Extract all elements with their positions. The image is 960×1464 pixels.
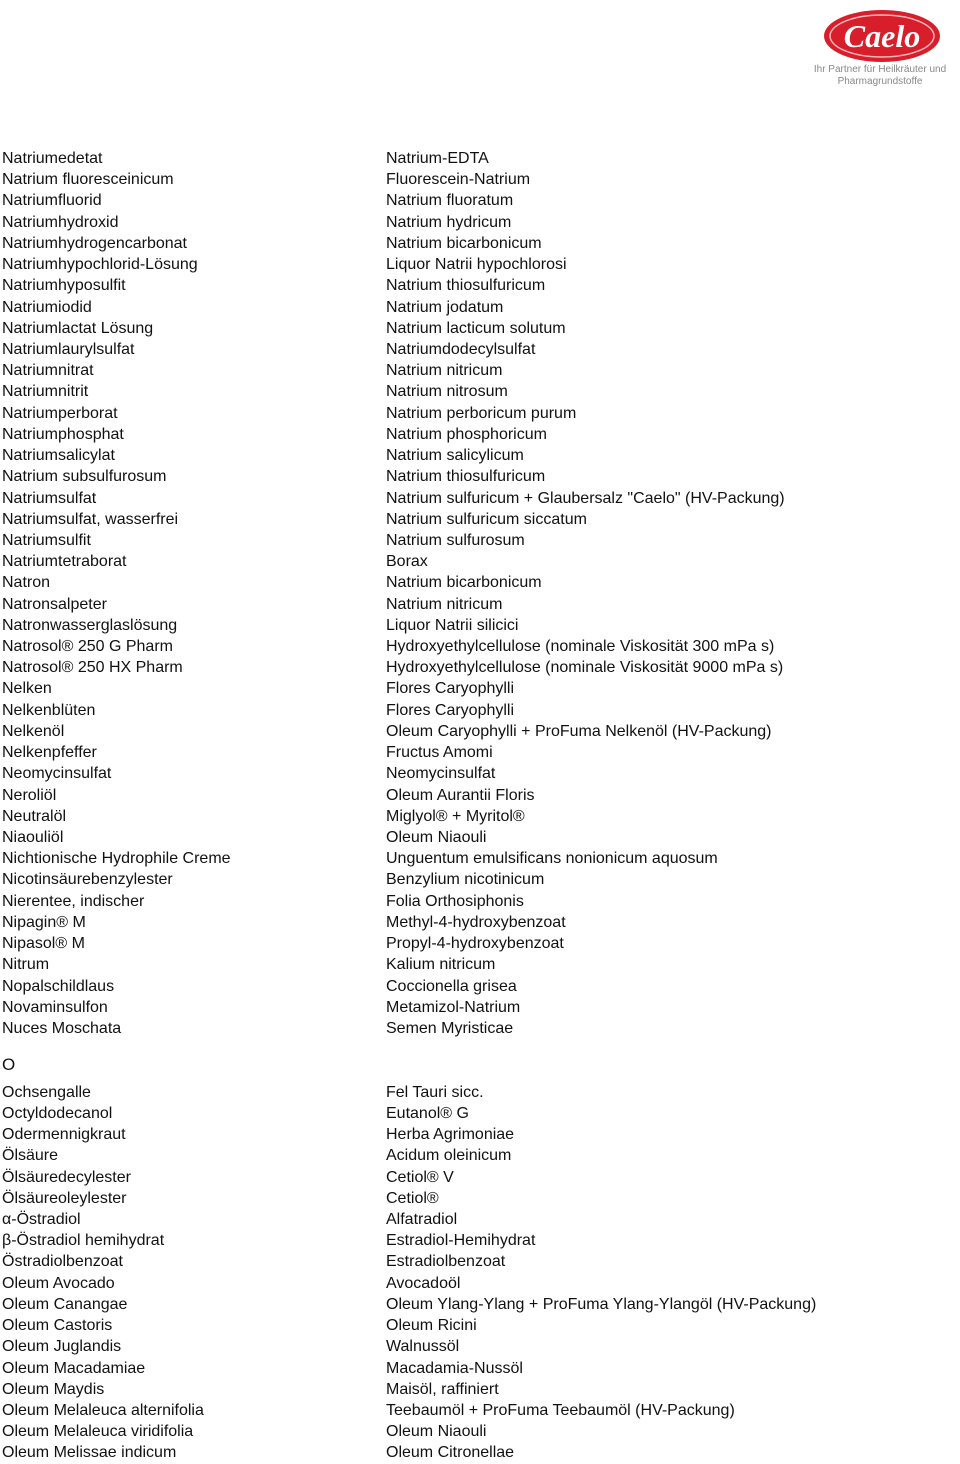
row-name: Oleum Melaleuca alternifolia (2, 1401, 204, 1419)
list-row (2, 254, 952, 275)
row-synonym: Fel Tauri sicc. (386, 1083, 484, 1101)
section-o (2, 1082, 952, 1464)
row-name: Ochsengalle (2, 1083, 91, 1101)
row-synonym: Cetiol® V (386, 1168, 454, 1186)
list-row (2, 1315, 952, 1336)
logo-tagline-line2: Pharmagrundstoffe (837, 76, 923, 87)
row-name: Oleum Canangae (2, 1295, 128, 1313)
list-row (2, 275, 952, 296)
row-synonym: Cetiol® (386, 1189, 439, 1207)
row-name: Neroliöl (2, 786, 57, 804)
row-synonym: Benzylium nicotinicum (386, 871, 545, 889)
row-name: Nipagin® M (2, 913, 86, 931)
logo-wordmark: Caelo (843, 18, 921, 54)
list-row (2, 1400, 952, 1421)
row-name: Ölsäureoleylester (2, 1189, 127, 1207)
row-synonym: Hydroxyethylcellulose (nominale Viskosität 300 mPa s) (386, 638, 775, 656)
list-row (2, 997, 952, 1018)
list-row (2, 700, 952, 721)
row-name: Natronsalpeter (2, 595, 107, 613)
row-name: Natriumfluorid (2, 192, 102, 210)
list-row (2, 912, 952, 933)
list-row (2, 1145, 952, 1166)
row-name: Nichtionische Hydrophile Creme (2, 850, 231, 868)
row-synonym: Alfatradiol (386, 1211, 458, 1228)
list-row (2, 785, 952, 806)
row-synonym: Oleum Caryophylli + ProFuma Nelkenöl (HV-Packung) (386, 722, 772, 740)
list-row (2, 636, 952, 657)
list-row (2, 509, 952, 530)
row-name: Ölsäure (2, 1147, 59, 1165)
list-row (2, 1188, 952, 1209)
list-row (2, 530, 952, 551)
row-synonym: Natrium sulfuricum + Glaubersalz "Caelo" (HV-Packung) (386, 489, 785, 507)
row-synonym: Neomycinsulfat (386, 765, 496, 783)
row-name: Natriumhyposulfit (2, 277, 126, 295)
list-row (2, 1230, 952, 1251)
list-row (2, 891, 952, 912)
row-name: Natriumtetraborat (2, 553, 127, 571)
row-synonym: Natrium fluoratum (386, 192, 514, 210)
list-row (2, 466, 952, 487)
section-letter-heading: O (2, 1055, 16, 1075)
row-synonym: Natrium perboricum purum (386, 404, 577, 422)
row-name: Nierentee, indischer (2, 892, 145, 910)
synonym-list (2, 148, 952, 1464)
list-row (2, 1018, 952, 1039)
list-row (2, 954, 952, 975)
row-synonym: Hydroxyethylcellulose (nominale Viskosität 9000 mPa s) (386, 659, 784, 677)
list-row (2, 1273, 952, 1294)
row-synonym: Fluorescein-Natrium (386, 171, 531, 189)
row-name: Natriumsulfit (2, 531, 91, 549)
row-name: Natrium fluoresceinicum (2, 171, 174, 189)
row-synonym: Walnussöl (386, 1338, 460, 1356)
list-row (2, 742, 952, 763)
row-synonym: Teebaumöl + ProFuma Teebaumöl (HV-Packung) (386, 1401, 735, 1419)
row-name: Natron (2, 574, 51, 592)
row-synonym: Natrium sulfurosum (386, 531, 525, 549)
list-row (2, 933, 952, 954)
list-row (2, 721, 952, 742)
list-row (2, 848, 952, 869)
list-row (2, 763, 952, 784)
list-row (2, 318, 952, 339)
row-synonym: Flores Caryophylli (386, 701, 515, 719)
row-name: Nicotinsäurebenzylester (2, 871, 173, 889)
row-name: Natriumperborat (2, 404, 118, 422)
row-name: Odermennigkraut (2, 1126, 126, 1144)
list-row (2, 827, 952, 848)
row-synonym: Natrium nitrosum (386, 383, 508, 401)
list-row (2, 572, 952, 593)
row-name: Nopalschildlaus (2, 977, 115, 995)
row-synonym: Semen Myristicae (386, 1019, 514, 1037)
row-synonym: Oleum Ricini (386, 1317, 477, 1335)
row-name: Oleum Melissae indicum (2, 1444, 177, 1462)
row-synonym: Maisöl, raffiniert (386, 1380, 499, 1398)
list-row (2, 657, 952, 678)
row-synonym: Liquor Natrii silicici (386, 616, 519, 634)
list-row (2, 1209, 952, 1230)
row-synonym: Oleum Citronellae (386, 1444, 515, 1462)
list-row (2, 1336, 952, 1357)
row-synonym: Oleum Niaouli (386, 1423, 487, 1441)
row-synonym: Natrium sulfuricum siccatum (386, 510, 587, 528)
list-row (2, 594, 952, 615)
row-name: Octyldodecanol (2, 1104, 113, 1122)
row-name: Niaouliöl (2, 829, 64, 846)
row-synonym: Oleum Ylang-Ylang + ProFuma Ylang-Ylangöl (HV-Packung) (386, 1295, 817, 1313)
list-row (2, 424, 952, 445)
row-synonym: Miglyol® + Myritol® (386, 807, 525, 825)
row-synonym: Coccionella grisea (386, 977, 517, 995)
list-row (2, 1379, 952, 1400)
row-name: Nelken (2, 680, 52, 698)
list-row (2, 233, 952, 254)
list-row (2, 488, 952, 509)
row-name: Natriumsulfat (2, 489, 97, 507)
row-synonym: Acidum oleinicum (386, 1147, 512, 1165)
row-name: Nelkenblüten (2, 701, 96, 719)
row-name: Nuces Moschata (2, 1019, 122, 1037)
row-name: Natrium subsulfurosum (2, 468, 167, 486)
row-synonym: Natrium lacticum solutum (386, 319, 566, 337)
row-name: α-Östradiol (2, 1211, 81, 1228)
row-name: Neomycinsulfat (2, 765, 112, 783)
row-name: Oleum Macadamiae (2, 1359, 146, 1377)
section-n (2, 148, 952, 1039)
row-synonym: Flores Caryophylli (386, 680, 515, 698)
row-synonym: Natrium jodatum (386, 298, 504, 316)
row-synonym: Borax (386, 553, 428, 571)
row-synonym: Kalium nitricum (386, 956, 496, 974)
row-synonym: Natrium salicylicum (386, 447, 524, 465)
row-synonym: Estradiolbenzoat (386, 1253, 506, 1271)
list-row (2, 1251, 952, 1272)
row-synonym: Natriumdodecylsulfat (386, 340, 536, 358)
row-name: Nipasol® M (2, 935, 85, 953)
list-row (2, 360, 952, 381)
row-name: Nelkenpfeffer (2, 744, 97, 762)
list-row (2, 1082, 952, 1103)
row-name: Natriumedetat (2, 150, 103, 167)
row-name: Oleum Castoris (2, 1317, 113, 1335)
row-name: Neutralöl (2, 807, 67, 825)
list-row (2, 1167, 952, 1188)
list-row (2, 403, 952, 424)
list-row (2, 551, 952, 572)
row-name: Östradiolbenzoat (2, 1253, 123, 1271)
row-name: Natriumhydroxid (2, 213, 119, 231)
row-name: Ölsäuredecylester (2, 1168, 131, 1186)
row-synonym: Natrium-EDTA (386, 150, 489, 167)
row-name: Natriumiodid (2, 298, 92, 316)
row-name: Natronwasserglaslösung (2, 616, 178, 634)
row-name: β-Östradiol hemihydrat (2, 1232, 165, 1250)
row-name: Natrosol® 250 HX Pharm (2, 659, 183, 677)
row-name: Natrosol® 250 G Pharm (2, 638, 173, 656)
row-synonym: Natrium nitricum (386, 595, 503, 613)
row-name: Oleum Melaleuca viridifolia (2, 1423, 194, 1441)
list-row (2, 190, 952, 211)
row-synonym: Natrium nitricum (386, 362, 503, 380)
row-synonym: Folia Orthosiphonis (386, 892, 524, 910)
logo-tagline (800, 64, 960, 88)
list-row (2, 1294, 952, 1315)
row-synonym: Natrium bicarbonicum (386, 234, 542, 252)
row-name: Nitrum (2, 956, 50, 974)
row-synonym: Liquor Natrii hypochlorosi (386, 256, 567, 274)
row-name: Natriumhypochlorid-Lösung (2, 256, 198, 274)
row-synonym: Natrium thiosulfuricum (386, 468, 546, 486)
list-row (2, 806, 952, 827)
list-row (2, 381, 952, 402)
list-row (2, 1442, 952, 1463)
row-synonym: Fructus Amomi (386, 744, 493, 762)
row-synonym: Avocadoöl (386, 1274, 461, 1292)
row-synonym: Macadamia-Nussöl (386, 1359, 523, 1377)
list-row (2, 1421, 952, 1442)
row-name: Natriumsalicylat (2, 447, 115, 465)
row-synonym: Oleum Niaouli (386, 829, 487, 846)
list-row (2, 297, 952, 318)
list-row (2, 148, 952, 169)
list-row (2, 615, 952, 636)
row-name: Natriumlactat Lösung (2, 319, 154, 337)
list-row (2, 976, 952, 997)
row-synonym: Metamizol-Natrium (386, 998, 521, 1016)
caelo-logo (800, 6, 960, 96)
row-synonym: Estradiol-Hemihydrat (386, 1232, 536, 1250)
row-name: Nelkenöl (2, 722, 65, 740)
row-synonym: Natrium bicarbonicum (386, 574, 542, 592)
list-row (2, 339, 952, 360)
row-synonym: Natrium hydricum (386, 213, 512, 231)
row-name: Novaminsulfon (2, 998, 108, 1016)
row-synonym: Natrium phosphoricum (386, 425, 547, 443)
row-synonym: Herba Agrimoniae (386, 1126, 515, 1144)
list-row (2, 169, 952, 190)
list-row (2, 678, 952, 699)
row-name: Natriumnitrit (2, 383, 89, 401)
logo-badge (800, 6, 960, 66)
list-row (2, 1358, 952, 1379)
row-name: Oleum Avocado (2, 1274, 115, 1292)
list-row (2, 212, 952, 233)
list-row (2, 445, 952, 466)
row-synonym: Oleum Aurantii Floris (386, 786, 535, 804)
row-synonym: Methyl-4-hydroxybenzoat (386, 913, 566, 931)
list-row (2, 1103, 952, 1124)
list-row (2, 869, 952, 890)
row-name: Natriumnitrat (2, 362, 94, 380)
row-name: Natriumphosphat (2, 425, 124, 443)
row-name: Oleum Maydis (2, 1380, 105, 1398)
row-name: Oleum Juglandis (2, 1338, 122, 1356)
row-name: Natriumlaurylsulfat (2, 340, 135, 358)
row-synonym: Unguentum emulsificans nonionicum aquosum (386, 850, 718, 868)
row-synonym: Natrium thiosulfuricum (386, 277, 546, 295)
list-row (2, 1124, 952, 1145)
row-synonym: Propyl-4-hydroxybenzoat (386, 935, 564, 953)
row-name: Natriumhydrogencarbonat (2, 234, 187, 252)
row-synonym: Eutanol® G (386, 1104, 469, 1122)
logo-tagline-line1: Ihr Partner für Heilkräuter und (813, 64, 947, 75)
row-name: Natriumsulfat, wasserfrei (2, 510, 179, 528)
